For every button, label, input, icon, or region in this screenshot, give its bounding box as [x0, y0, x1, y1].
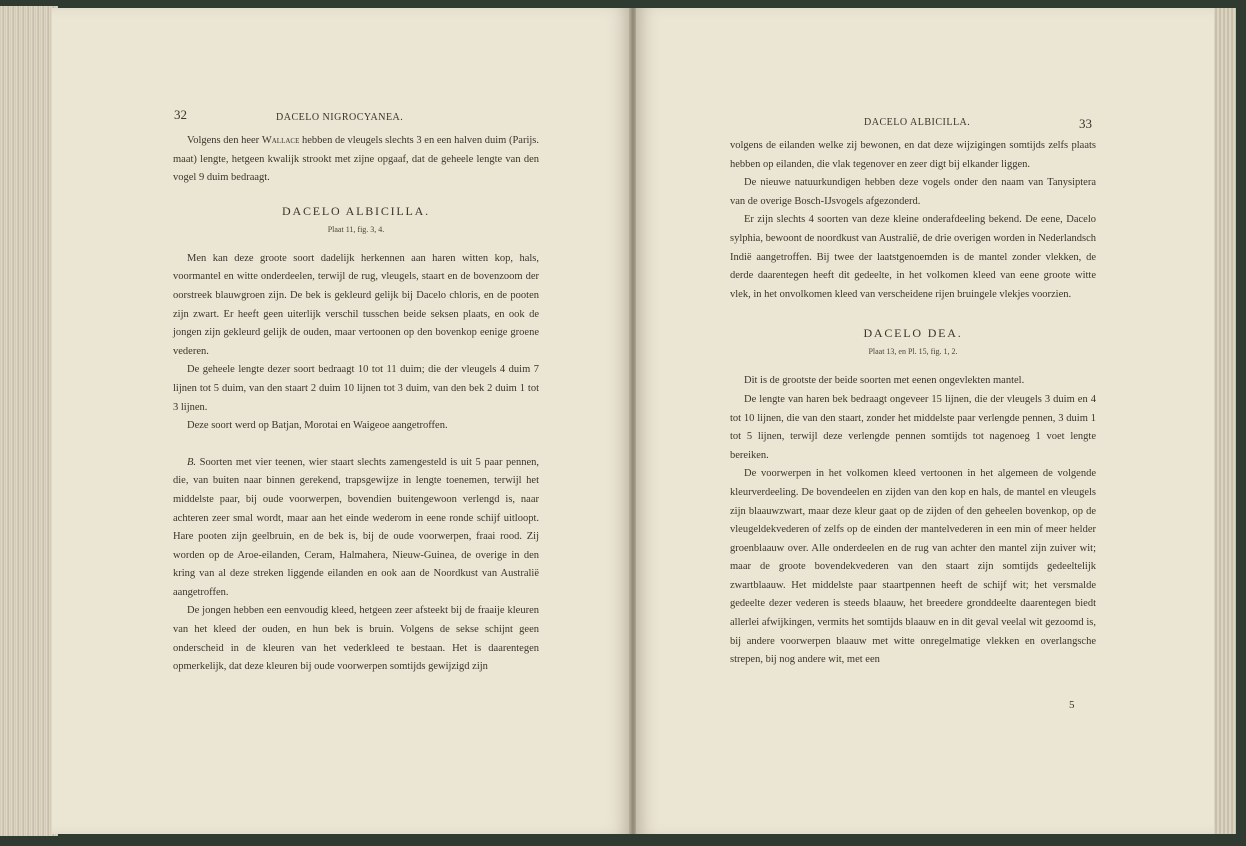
- right-page: [636, 8, 1214, 834]
- paragraph: De jongen hebben een eenvoudig kleed, hetgeen zeer afsteekt bij de fraaije kleuren van het kleed der ouden, en hun bek is bruin. Volgens de sekse schijnt geen onderscheid in de kleuren van het vederkleed te bestaan. Het is daarentegen opmerkelijk, dat deze kleuren bij oude voorwerpen somtijds gewijzigd zijn: [173, 605, 539, 673]
- right-text-block: [730, 137, 1096, 670]
- section-b-label: B.: [187, 456, 197, 468]
- intro-text-start: Volgens den heer: [187, 135, 262, 146]
- signature-mark: 5: [1069, 699, 1075, 711]
- author-name: Wallace: [261, 135, 300, 146]
- plate-reference-albicilla: Plaat 11, fig. 3, 4.: [327, 224, 385, 234]
- paragraph: De voorwerpen in het volkomen kleed vertoonen in het algemeen de volgende kleurverdeeling. De bovendeelen en zijden van den kop en hals, de mantel en vleugels zijn blaauwzwart, maar deze kleur gaat op de zijden of den geheelen bovenkop, op de vleugeldekvederen of zelfs op de einden der mantelvederen in een min of meer helder groenblaauw over. Alle onderdeelen en de rug van achter den mantel zijn zuiver wit; maar de groote bovendekvederen van den staart zijn somtijds gedeeltelijk zwartblaauw. Het middelste paar staartpennen heeft de schijf wit; het versmalde gedeelte dezer vederen is steeds blaauw, het breedere gronddeelte daarentegen biedt allerlei afwijkingen, vermits het somtijds blaauw en in dit geval veelal wit gezoomd is, bij andere voorwerpen blaauw met witte onregelmatige vlekken en overlangsche strepen, bij nog andere wit, met een: [730, 468, 1096, 666]
- page-stack-left: [0, 6, 58, 836]
- plate-reference-dea: Plaat 13, en Pl. 15, fig. 1, 2.: [868, 347, 958, 357]
- section-title-albicilla: DACELO ALBICILLA.: [282, 203, 430, 218]
- right-page-number: 33: [1079, 116, 1092, 131]
- left-text-block: [173, 132, 539, 677]
- left-page-number: 32: [174, 107, 187, 122]
- section-b-paragraph: [173, 454, 539, 603]
- section-title-dea: DACELO DEA.: [863, 326, 963, 341]
- paragraph: Dit is de grootste der beide soorten met eenen ongevlekten mantel.: [744, 375, 1025, 387]
- right-running-head: DACELO ALBICILLA.: [864, 117, 971, 128]
- paragraph: volgens de eilanden welke zij bewonen, en dat deze wijzigingen somtijds zelfs plaats hebben op eilanden, die vlak tegenover en zeer digt bij elkander liggen.: [730, 140, 1096, 170]
- paragraph: De lengte van haren bek bedraagt ongeveer 15 lijnen, die der vleugels 3 duim en 4 tot 10 lijnen, die van den staart, zonder het middelste paar verlengde pennen, 3 duim 1 tot 5 lijnen, terwijl deze verlengde pennen somtijds tot nagenoeg 1 voet lengte bereiken.: [730, 393, 1096, 461]
- left-running-head: DACELO NIGROCYANEA.: [276, 112, 404, 123]
- paragraph: De nieuwe natuurkundigen hebben deze vogels onder den naam van Tanysiptera van de overige Bosch-IJsvogels afgezonderd.: [730, 177, 1096, 207]
- section-b-text: Soorten met vier teenen, wier staart slechts zamengesteld is uit 5 paar pennen, die, van buiten naar binnen gerekend, trapsgewijze in lengte toenemen, terwijl het middelste paar, bij oude voorwerpen, bovendien buitengewoon verlengd is, naar achteren zeer smal wordt, maar aan het einde wederom in eene ronde schijf uitloopt. Hare pooten zijn geelbruin, en de bek is, bij de oude voorwerpen, fraai rood. Zij worden op de Aroe-eilanden, Ceram, Halmahera, Nieuw-Guinea, de overige in den kring van al deze streken liggende eilanden en ook aan de Noordkust van Australië aangetroffen.: [173, 456, 539, 598]
- paragraph: Er zijn slechts 4 soorten van deze kleine onderafdeeling bekend. De eene, Dacelo sylphia, bewoont de noordkust van Australië, de drie overigen worden in Nederlandsch Indië aangetroffen. Bij twee der laatstgenoemden is de mantel zonder vlekken, de derde daarentegen heeft dit gedeelte, in het volkomen kleed van eene groote witte vlek, in het onvolkomen kleed van verscheidene rijen bruingele vlekjes voorzien.: [730, 214, 1096, 300]
- intro-paragraph: [173, 132, 539, 188]
- paragraph: Deze soort werd op Batjan, Morotai en Waigeoe aangetroffen.: [187, 420, 448, 432]
- paragraph: De geheele lengte dezer soort bedraagt 10 tot 11 duim; die der vleugels 4 duim 7 lijnen tot 5 duim, van den staart 2 duim 10 lijnen tot 3 duim, van den bek 2 duim 1 tot 3 lijnen.: [173, 364, 539, 413]
- paragraph: Men kan deze groote soort dadelijk herkennen aan haren witten kop, hals, voormantel en witte onderdeelen, terwijl de rug, vleugels, staart en de bovenzoom der oorstreek blauwgroen zijn. De bek is gekleurd gelijk bij Dacelo chloris, en de pooten zijn zwart. Er heeft geen uiterlijk verschil tusschen beide seksen plaats, en ook de jongen zijn gekleurd gelijk de ouden, maar vertoonen op den bovenkop eenige groene vederen.: [173, 252, 539, 357]
- intro-text-end: hebben de vleugels slechts 3 en een halven duim (Parijs. maat) lengte, hetgeen kwalijk strookt met zijne opgaaf, dat de geheele lengte van den vogel 9 duim bedraagt.: [173, 135, 539, 184]
- left-page: [52, 8, 630, 834]
